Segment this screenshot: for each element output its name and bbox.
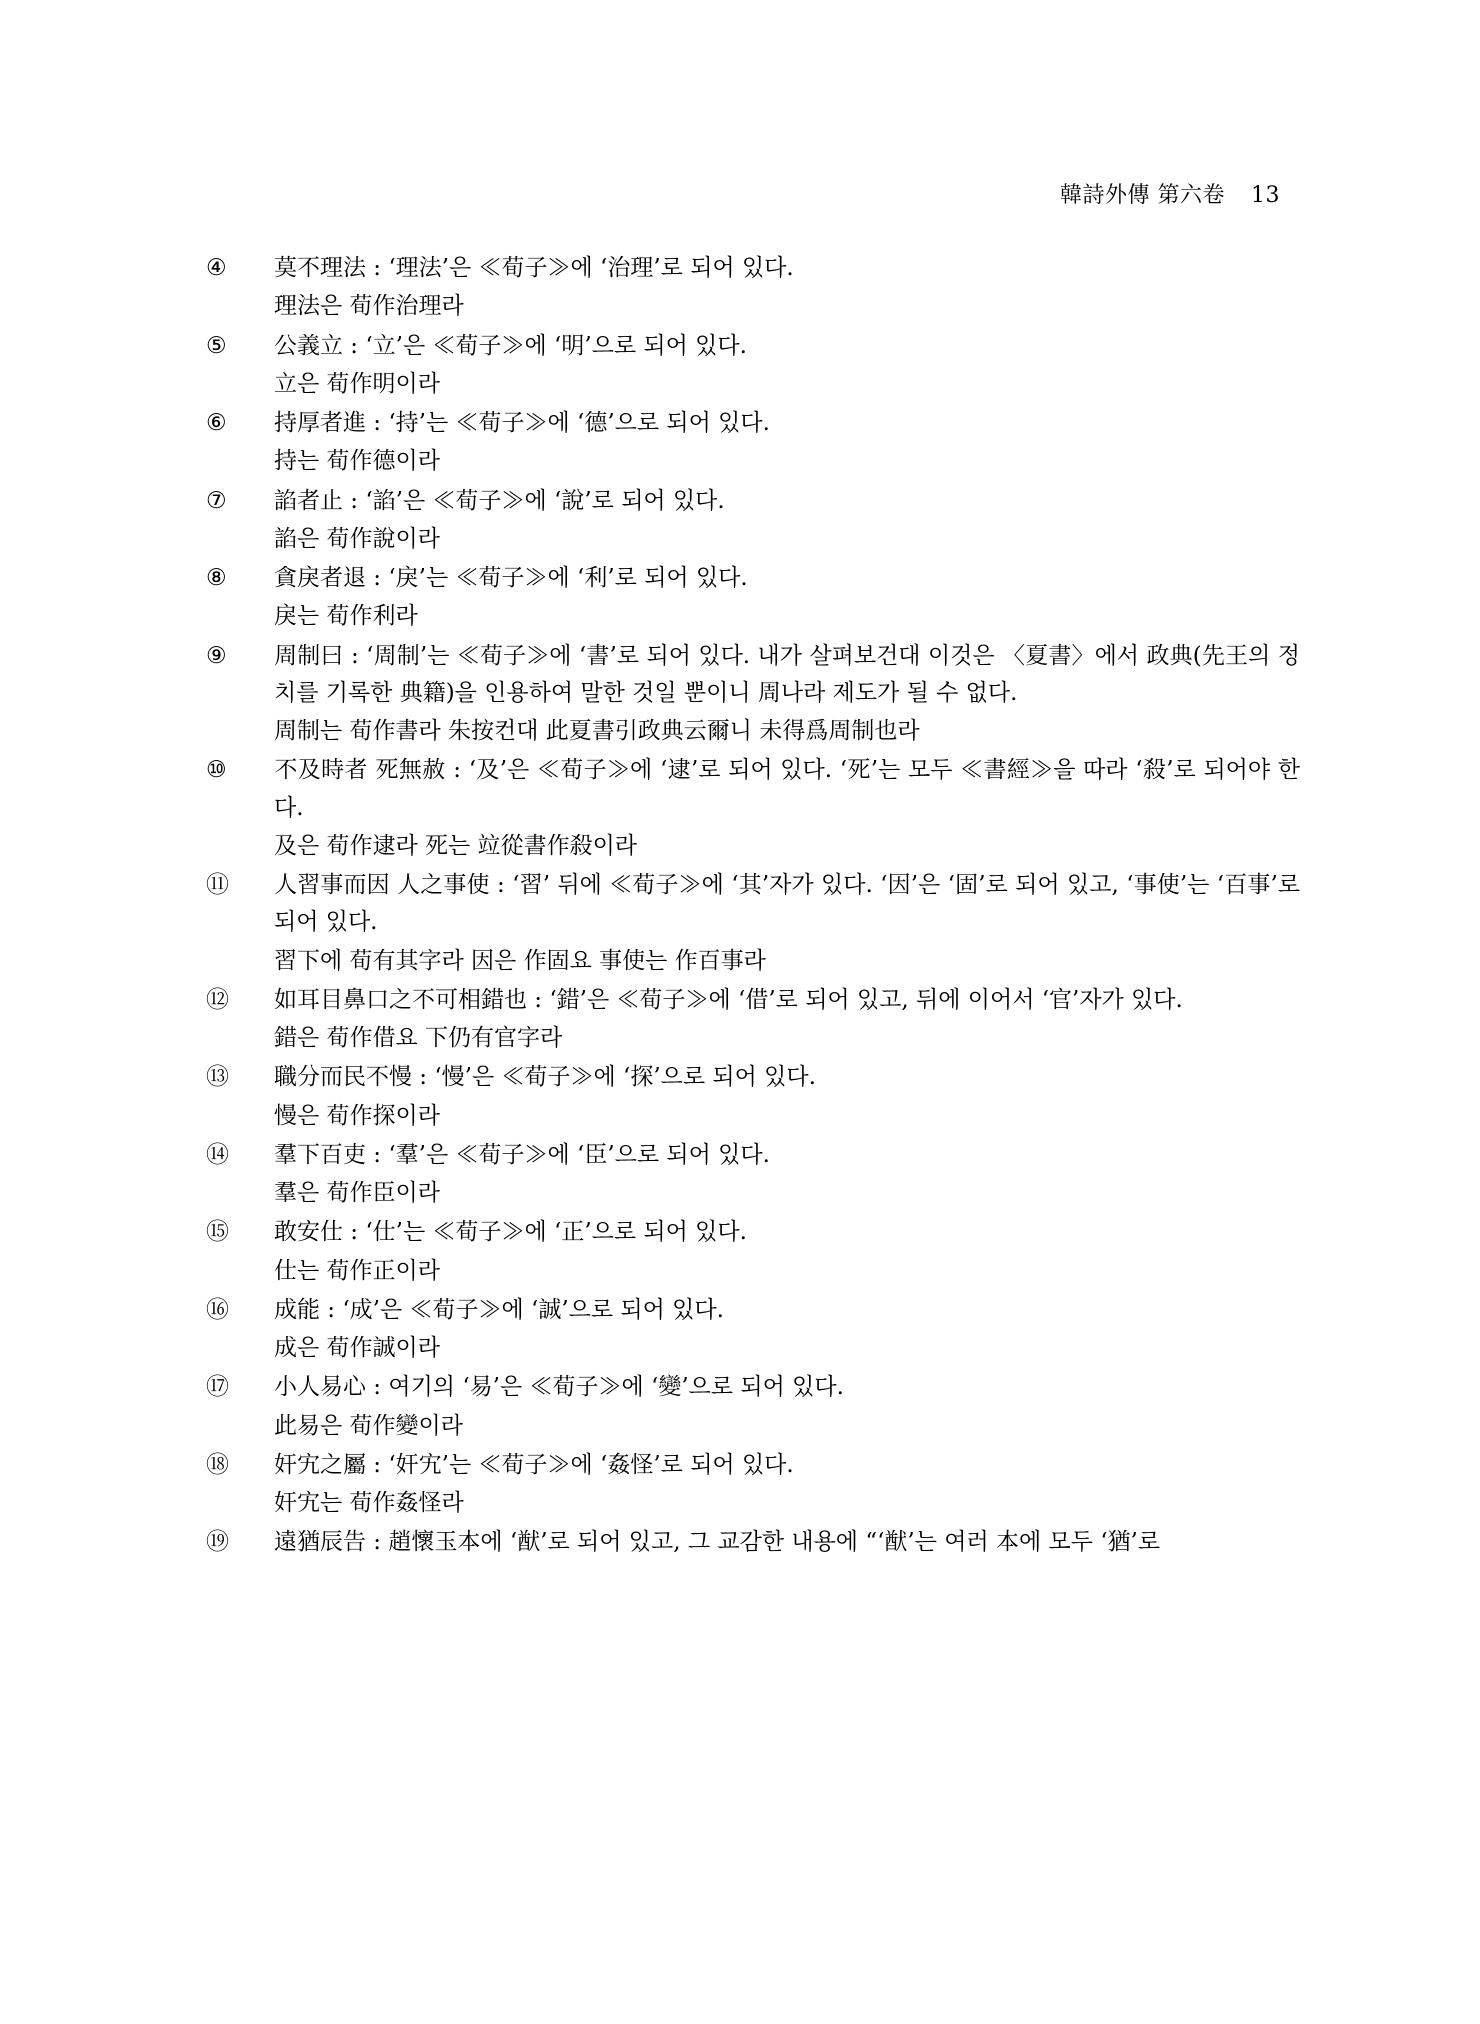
note-main-body: 周制曰 : ‘周制’는 ≪荀子≫에 ‘書’로 되어 있다. 내가 살펴보건대 이것은 〈夏書〉에서 政典(先王의 정치를 기록한 典籍)을 인용하여 말한 것일 뿐이니 周나라 제도가 될 수 없다. bbox=[274, 642, 1300, 706]
header-title: 韓詩外傳 第六卷 bbox=[1060, 183, 1225, 208]
list-item bbox=[206, 1447, 1300, 1523]
list-item bbox=[240, 1603, 1300, 1640]
note-marker: ⑩ bbox=[206, 757, 227, 784]
list-item bbox=[206, 405, 1300, 481]
note-sub-text: 成은 荀作誠이라 bbox=[274, 1335, 440, 1361]
note-main-body: 諂者止 : ‘諂’은 ≪荀子≫에 ‘說’로 되어 있다. bbox=[274, 487, 725, 514]
note-main-body: 如耳目鼻口之不可相錯也 : ‘錯’은 ≪荀子≫에 ‘借’로 되어 있고, 뒤에 이어서 ‘官’자가 있다. bbox=[274, 986, 1183, 1013]
note-main-text bbox=[240, 1564, 1300, 1601]
header-page-number: 13 bbox=[1251, 183, 1280, 208]
note-main-body: 奸宄之屬 : ‘奸宄’는 ≪荀子≫에 ‘姦怪’로 되어 있다. bbox=[274, 1451, 794, 1478]
list-item bbox=[206, 752, 1300, 865]
note-sub-text: 習下에 荀有其字라 因은 作固요 事使는 作百事라 bbox=[274, 947, 766, 974]
note-sub-text: 錯은 荀作借요 下仍有官字라 bbox=[274, 1025, 563, 1051]
note-main-body: 成能 : ‘成’은 ≪荀子≫에 ‘誠’으로 되어 있다. bbox=[274, 1296, 724, 1323]
list-item bbox=[240, 1564, 1300, 1601]
note-main-text bbox=[206, 1059, 1300, 1096]
list-item bbox=[206, 1524, 1300, 1561]
note-main-text bbox=[206, 867, 1300, 942]
list-item bbox=[206, 1137, 1300, 1213]
note-marker: ⑥ bbox=[206, 410, 227, 436]
note-main-body: 遠猶辰告 : 趙懷玉本에 ‘猷’로 되어 있고, 그 교감한 내용에 “‘猷’는 여러 本에 모두 ‘猶’로 bbox=[274, 1529, 1161, 1556]
note-main-text bbox=[206, 560, 1300, 597]
note-sub-text: 戾는 荀作利라 bbox=[274, 603, 418, 630]
note-main-text bbox=[206, 328, 1300, 365]
note-main-body: 莫不理法 : ‘理法’은 ≪荀子≫에 ‘治理’로 되어 있다. bbox=[274, 255, 794, 281]
note-sub-text: 慢은 荀作探이라 bbox=[274, 1102, 440, 1129]
list-item bbox=[206, 483, 1300, 559]
note-marker: ⑲ bbox=[206, 1529, 229, 1556]
note-marker: ⑫ bbox=[206, 986, 229, 1013]
note-main-text bbox=[206, 752, 1300, 827]
list-item bbox=[206, 638, 1300, 751]
note-marker: ⑤ bbox=[206, 332, 227, 359]
note-main-body: 小人易心 : 여기의 ‘易’은 ≪荀子≫에 ‘變’으로 되어 있다. bbox=[274, 1374, 844, 1401]
note-main-body: 人習事而因 人之事使 : ‘習’ 뒤에 ≪荀子≫에 ‘其’자가 있다. ‘因’은 ‘固’로 되어 있고, ‘事使’는 ‘百事’로 되어 있다. bbox=[274, 872, 1300, 936]
note-main-text bbox=[206, 1369, 1300, 1406]
note-marker: ⑯ bbox=[206, 1296, 229, 1323]
note-main-text bbox=[206, 483, 1300, 520]
note-sub-text: 持는 荀作德이라 bbox=[274, 448, 440, 475]
note-sub-text: 立은 荀作明이라 bbox=[274, 370, 440, 397]
note-main-text bbox=[206, 250, 1300, 287]
list-item bbox=[206, 1059, 1300, 1135]
page-header bbox=[1060, 178, 1280, 209]
list-item bbox=[206, 1292, 1300, 1368]
note-marker: ⑮ bbox=[206, 1219, 229, 1246]
note-sub-text: 理法은 荀作治理라 bbox=[274, 293, 464, 320]
list-item bbox=[206, 982, 1300, 1058]
note-main-body: 敢安仕 : ‘仕’는 ≪荀子≫에 ‘正’으로 되어 있다. bbox=[274, 1219, 747, 1246]
list-item bbox=[206, 1214, 1300, 1290]
note-marker: ⑰ bbox=[206, 1374, 229, 1401]
note-sub-text: 諂은 荀作說이라 bbox=[274, 525, 440, 552]
note-marker: ④ bbox=[206, 255, 227, 281]
note-marker: ⑧ bbox=[206, 565, 227, 591]
note-main-text bbox=[240, 1603, 1300, 1640]
note-marker: ⑪ bbox=[206, 872, 229, 898]
note-main-body: 持厚者進 : ‘持’는 ≪荀子≫에 ‘德’으로 되어 있다. bbox=[274, 410, 770, 436]
note-main-body: 職分而民不慢 : ‘慢’은 ≪荀子≫에 ‘探’으로 되어 있다. bbox=[274, 1064, 816, 1091]
note-main-text bbox=[206, 982, 1300, 1019]
list-item bbox=[206, 250, 1300, 326]
note-main-body: 不及時者 死無赦 : ‘及’은 ≪荀子≫에 ‘逮’로 되어 있다. ‘死’는 모두 ≪書經≫을 따라 ‘殺’로 되어야 한다. bbox=[274, 757, 1300, 821]
list-item bbox=[240, 1642, 1300, 1679]
footnote-list bbox=[206, 250, 1300, 1681]
note-main-text bbox=[206, 1292, 1300, 1329]
note-sub-text: 羣은 荀作臣이라 bbox=[274, 1180, 440, 1206]
note-marker: ⑱ bbox=[206, 1451, 229, 1478]
list-item bbox=[206, 1369, 1300, 1445]
note-sub-text: 周制는 荀作書라 朱按컨대 此夏書引政典云爾니 未得爲周制也라 bbox=[274, 718, 920, 744]
note-main-text bbox=[206, 1447, 1300, 1484]
note-main-text bbox=[206, 405, 1300, 442]
list-item bbox=[206, 328, 1300, 404]
note-sub-text: 仕는 荀作正이라 bbox=[274, 1257, 440, 1284]
note-main-text bbox=[206, 638, 1300, 713]
note-sub-text: 及은 荀作逮라 死는 竝從書作殺이라 bbox=[274, 832, 638, 859]
note-main-text bbox=[206, 1214, 1300, 1251]
note-marker: ⑦ bbox=[206, 487, 227, 514]
note-main-body: 貪戾者退 : ‘戾’는 ≪荀子≫에 ‘利’로 되어 있다. bbox=[274, 565, 748, 591]
note-sub-text: 奸宄는 荀作姦怪라 bbox=[274, 1490, 464, 1516]
note-main-body: 公義立 : ‘立’은 ≪荀子≫에 ‘明’으로 되어 있다. bbox=[274, 332, 747, 359]
note-main-text bbox=[206, 1524, 1300, 1561]
note-marker: ⑬ bbox=[206, 1064, 229, 1091]
note-sub-text: 此易은 荀作變이라 bbox=[274, 1412, 463, 1439]
note-marker: ⑨ bbox=[206, 642, 227, 669]
note-main-text bbox=[240, 1642, 1300, 1679]
note-main-body: 羣下百吏 : ‘羣’은 ≪荀子≫에 ‘臣’으로 되어 있다. bbox=[274, 1141, 770, 1168]
list-item bbox=[206, 560, 1300, 636]
list-item bbox=[206, 867, 1300, 980]
note-marker: ⑭ bbox=[206, 1141, 229, 1168]
note-main-text bbox=[206, 1137, 1300, 1174]
